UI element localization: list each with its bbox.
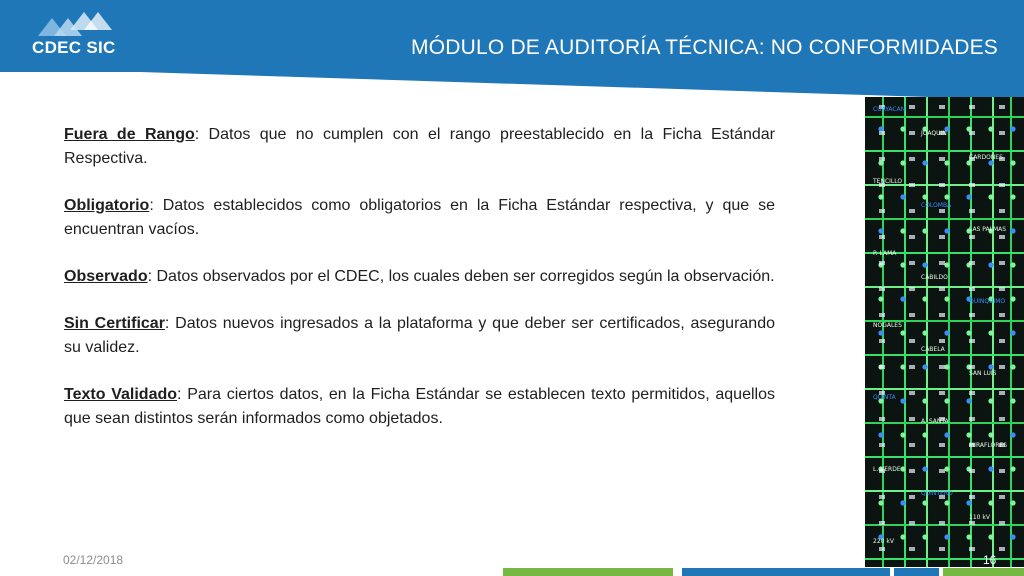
panel-label: CABELA [921, 346, 945, 353]
footer-bar [894, 568, 939, 576]
panel-label: QUINTA [873, 394, 896, 401]
definition-item [64, 383, 775, 431]
panel-label: 220 kV [873, 538, 894, 545]
definition-text: : Datos que no cumplen con el rango preestablecido en la Ficha Estándar Respectiva. [64, 126, 775, 167]
panel-label: QUINQUIMO [969, 298, 1006, 305]
panel-label: JOAQUIN [921, 130, 947, 137]
panel-label: CUAYACAN [873, 106, 906, 113]
footer-bar [682, 568, 890, 576]
definition-term: Observado [64, 268, 148, 285]
control-panel-photo-icon [865, 97, 1024, 567]
panel-label: A. SANTA [921, 418, 949, 425]
panel-label: CABILDO [921, 274, 948, 281]
definition-text: : Datos nuevos ingresados a la plataforma y que deber ser certificados, asegurando su validez. [64, 315, 775, 356]
panel-label: SAN LUIS [969, 370, 997, 377]
definition-term: Sin Certificar [64, 315, 165, 332]
panel-label: MIRAFLORES [969, 442, 1008, 449]
definition-text: : Datos observados por el CDEC, los cuales deben ser corregidos según la observación. [147, 268, 775, 285]
definition-item [64, 194, 775, 242]
panel-label: CARDONES [969, 154, 1003, 161]
slide-date: 02/12/2018 [63, 553, 124, 567]
definition-item [64, 265, 775, 289]
definition-text: : Para ciertos datos, en la Ficha Estándar se establecen texto permitidos, aquellos que sean distintos serán informados como objetados. [64, 386, 775, 427]
definitions-list [64, 123, 775, 454]
panel-label: LAS PALMAS [969, 226, 1007, 233]
definition-text: : Datos establecidos como obligatorios en la Ficha Estándar respectiva, y que se encuentran vacíos. [64, 197, 775, 238]
definition-item [64, 123, 775, 171]
panel-label: QUINTERO [921, 490, 953, 497]
panel-label: L. VERDE [873, 466, 901, 473]
control-panel-photo [865, 97, 1024, 567]
logo-mark-icon [20, 6, 130, 42]
panel-label: NOGALES [873, 322, 902, 329]
panel-label: 110 kV [969, 514, 990, 521]
panel-label: COLOMBA [921, 202, 952, 209]
footer-bar [503, 568, 673, 576]
page-title: MÓDULO DE AUDITORÍA TÉCNICA: NO CONFORMIDADES [411, 36, 998, 59]
page-number: 16 [983, 553, 997, 567]
panel-label: P. LAMA [873, 250, 897, 257]
definition-item [64, 312, 775, 360]
definition-term: Texto Validado [64, 386, 178, 403]
logo-text: CDEC SIC [32, 38, 116, 57]
definition-term: Fuera de Rango [64, 126, 195, 143]
definition-term: Obligatorio [64, 197, 150, 214]
panel-label: TENCILLO [873, 178, 903, 185]
footer-bar [943, 568, 1024, 576]
footer-bars [0, 568, 1024, 576]
